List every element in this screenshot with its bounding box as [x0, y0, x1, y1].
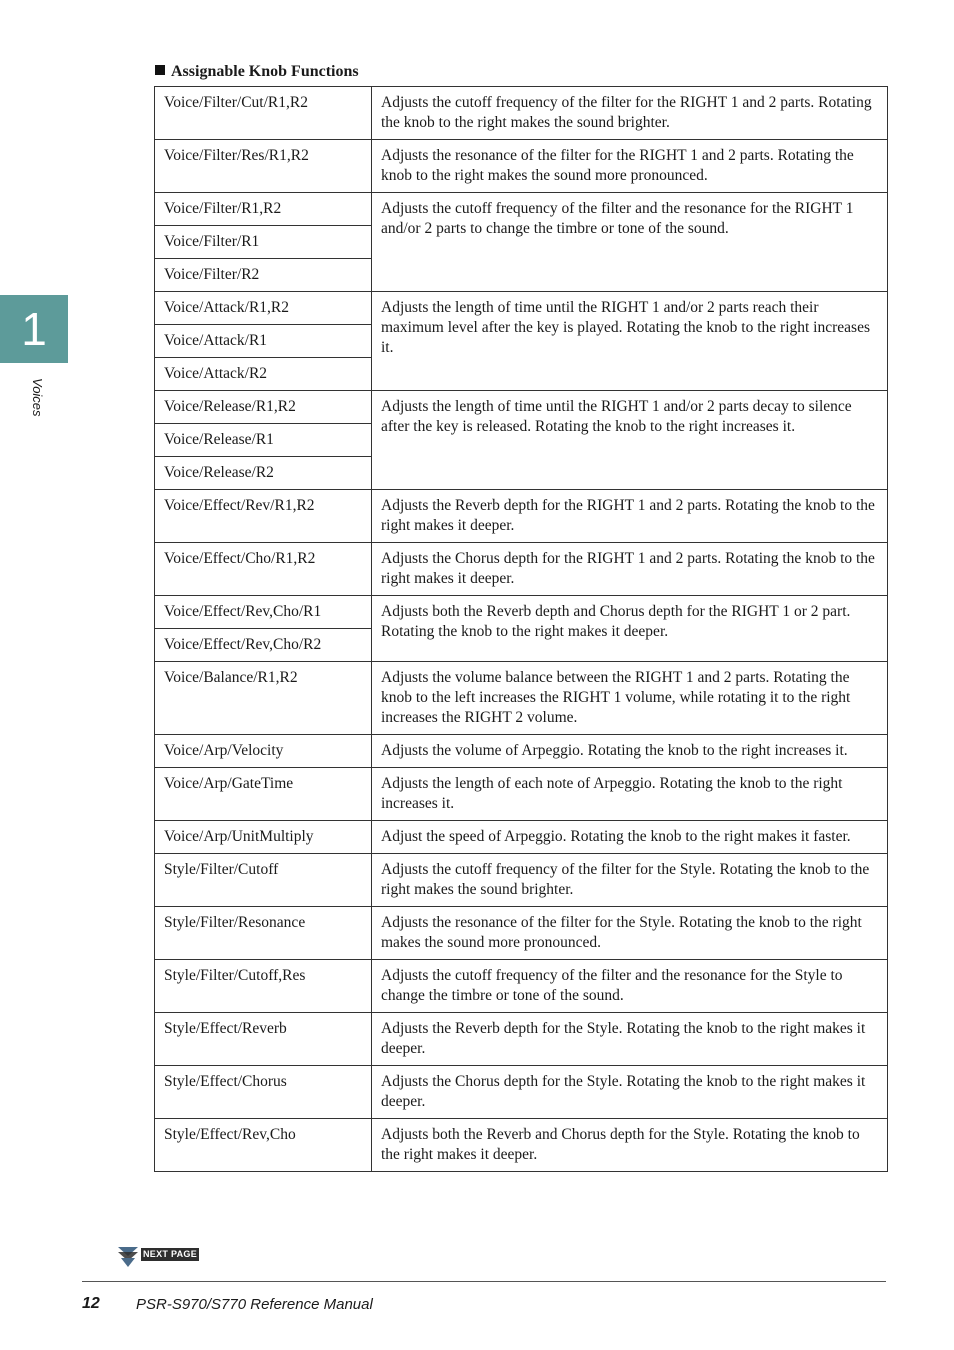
function-name-cell: Voice/Filter/R2 [155, 259, 372, 292]
function-name-cell: Voice/Attack/R1,R2 [155, 292, 372, 325]
function-description-cell: Adjusts the length of time until the RIGHT 1 and/or 2 parts reach their maximum level after the key is played. Rotating the knob to the right increases it. [372, 292, 888, 391]
function-description-cell: Adjust the speed of Arpeggio. Rotating the knob to the right makes it faster. [372, 821, 888, 854]
function-name-cell: Voice/Release/R1 [155, 424, 372, 457]
table-row [155, 735, 888, 768]
assignable-knob-functions-table [154, 86, 888, 1172]
table-body [155, 87, 888, 1172]
function-description-cell: Adjusts both the Reverb depth and Chorus depth for the RIGHT 1 or 2 part. Rotating the knob to the right makes it deeper. [372, 596, 888, 662]
chapter-label: Voices [30, 378, 45, 417]
function-name-cell: Voice/Release/R2 [155, 457, 372, 490]
function-description-cell: Adjusts the volume of Arpeggio. Rotating the knob to the right increases it. [372, 735, 888, 768]
square-bullet-icon [155, 65, 165, 75]
function-description-cell: Adjusts the resonance of the filter for the Style. Rotating the knob to the right makes the sound more pronounced. [372, 907, 888, 960]
function-name-cell: Voice/Effect/Rev/R1,R2 [155, 490, 372, 543]
function-description-cell: Adjusts the Reverb depth for the Style. Rotating the knob to the right makes it deeper. [372, 1013, 888, 1066]
function-name-cell: Style/Effect/Rev,Cho [155, 1119, 372, 1172]
function-name-cell: Style/Effect/Chorus [155, 1066, 372, 1119]
function-name-cell: Voice/Release/R1,R2 [155, 391, 372, 424]
function-name-cell: Voice/Effect/Rev,Cho/R1 [155, 596, 372, 629]
table-row [155, 596, 888, 629]
page-number: 12 [82, 1295, 100, 1312]
function-name-cell: Style/Effect/Reverb [155, 1013, 372, 1066]
function-name-cell: Voice/Effect/Cho/R1,R2 [155, 543, 372, 596]
table-row [155, 140, 888, 193]
function-name-cell: Style/Filter/Cutoff [155, 854, 372, 907]
table-row [155, 1013, 888, 1066]
double-chevron-down-icon [117, 1246, 139, 1268]
next-page-label: NEXT PAGE [142, 1249, 198, 1259]
function-name-cell: Voice/Attack/R2 [155, 358, 372, 391]
function-description-cell: Adjusts the resonance of the filter for the RIGHT 1 and 2 parts. Rotating the knob to the right makes the sound more pronounced. [372, 140, 888, 193]
chapter-tab [0, 295, 68, 363]
function-description-cell: Adjusts both the Reverb and Chorus depth for the Style. Rotating the knob to the right makes it deeper. [372, 1119, 888, 1172]
function-name-cell: Voice/Attack/R1 [155, 325, 372, 358]
table-row [155, 821, 888, 854]
table-row [155, 854, 888, 907]
function-name-cell: Voice/Effect/Rev,Cho/R2 [155, 629, 372, 662]
table-row [155, 193, 888, 226]
function-name-cell: Voice/Filter/Cut/R1,R2 [155, 87, 372, 140]
function-description-cell: Adjusts the cutoff frequency of the filter for the Style. Rotating the knob to the right makes the sound brighter. [372, 854, 888, 907]
section-title: Assignable Knob Functions [171, 63, 359, 80]
table-row [155, 1119, 888, 1172]
table-row [155, 960, 888, 1013]
function-description-cell: Adjusts the volume balance between the RIGHT 1 and 2 parts. Rotating the knob to the left increases the RIGHT 1 volume, while rotating it to the right increases the RIGHT 2 volume. [372, 662, 888, 735]
function-name-cell: Voice/Arp/UnitMultiply [155, 821, 372, 854]
next-page-link[interactable] [117, 1246, 198, 1266]
table-row [155, 292, 888, 325]
function-name-cell: Voice/Filter/R1,R2 [155, 193, 372, 226]
table-row [155, 391, 888, 424]
table-row [155, 1066, 888, 1119]
table-row [155, 490, 888, 543]
function-name-cell: Voice/Filter/R1 [155, 226, 372, 259]
table-row [155, 662, 888, 735]
manual-title: PSR-S970/S770 Reference Manual [136, 1296, 373, 1313]
function-description-cell: Adjusts the Reverb depth for the RIGHT 1 and 2 parts. Rotating the knob to the right makes it deeper. [372, 490, 888, 543]
function-name-cell: Style/Filter/Cutoff,Res [155, 960, 372, 1013]
function-description-cell: Adjusts the length of time until the RIGHT 1 and/or 2 parts decay to silence after the key is released. Rotating the knob to the right increases it. [372, 391, 888, 490]
footer-divider [82, 1281, 886, 1282]
chapter-number: 1 [21, 303, 47, 355]
table-row [155, 907, 888, 960]
table-row [155, 768, 888, 821]
section-heading [155, 63, 359, 81]
function-description-cell: Adjusts the cutoff frequency of the filter and the resonance for the RIGHT 1 and/or 2 parts to change the timbre or tone of the sound. [372, 193, 888, 292]
function-description-cell: Adjusts the Chorus depth for the Style. Rotating the knob to the right makes it deeper. [372, 1066, 888, 1119]
function-description-cell: Adjusts the cutoff frequency of the filter and the resonance for the Style to change the timbre or tone of the sound. [372, 960, 888, 1013]
function-name-cell: Voice/Balance/R1,R2 [155, 662, 372, 735]
function-name-cell: Voice/Arp/Velocity [155, 735, 372, 768]
function-description-cell: Adjusts the Chorus depth for the RIGHT 1 and 2 parts. Rotating the knob to the right makes it deeper. [372, 543, 888, 596]
table-row [155, 543, 888, 596]
function-description-cell: Adjusts the cutoff frequency of the filter for the RIGHT 1 and 2 parts. Rotating the knob to the right makes the sound brighter. [372, 87, 888, 140]
function-name-cell: Voice/Filter/Res/R1,R2 [155, 140, 372, 193]
function-description-cell: Adjusts the length of each note of Arpeggio. Rotating the knob to the right increases it. [372, 768, 888, 821]
function-name-cell: Style/Filter/Resonance [155, 907, 372, 960]
table-row [155, 87, 888, 140]
function-name-cell: Voice/Arp/GateTime [155, 768, 372, 821]
